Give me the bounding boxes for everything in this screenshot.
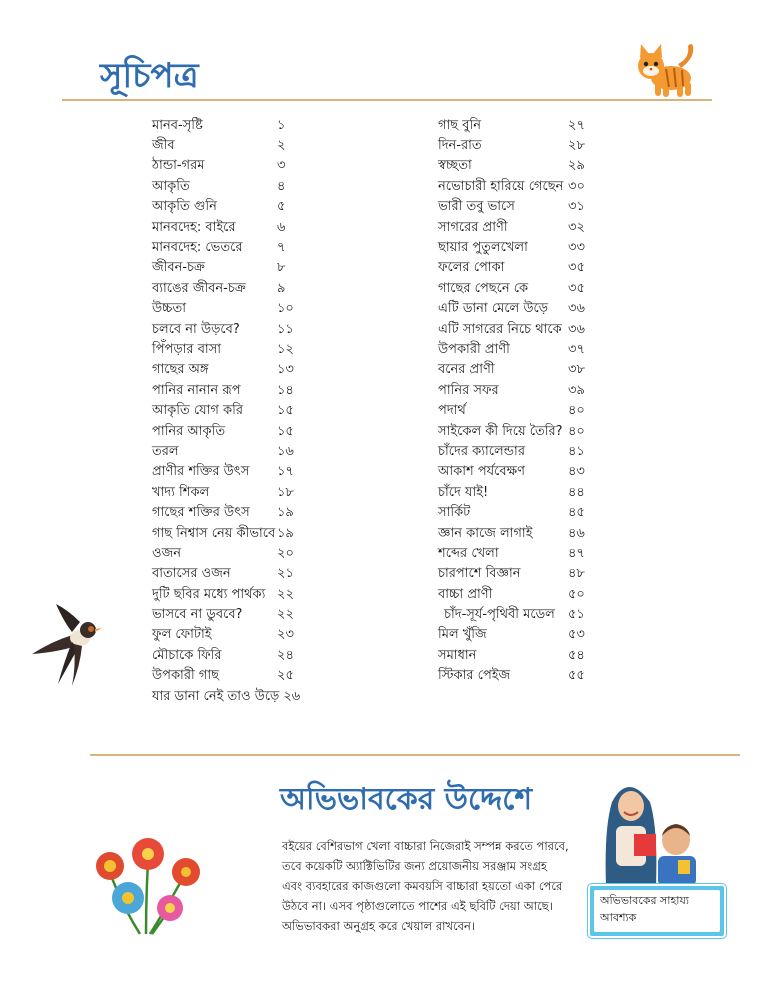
toc-entry-page: ৩১ [568, 199, 585, 215]
toc-entry [152, 503, 300, 523]
toc-entry-page: ৩ [277, 158, 286, 174]
toc-entry-page: ১৫ [277, 403, 294, 419]
toc-entry-page: ৪৬ [568, 525, 585, 541]
toc-entry-page: ৫৫ [568, 668, 585, 684]
toc-entry-page: ২ [277, 138, 286, 154]
toc-entry-page: ২৪ [277, 647, 294, 663]
toc-entry [438, 667, 585, 687]
toc-entry-page: ১৬ [277, 443, 294, 459]
toc-entry [152, 565, 300, 585]
toc-entry-page: ১৫ [277, 423, 294, 439]
toc-entry [438, 300, 585, 320]
toc-entry-title: ব্যাঙের জীবন-চক্র [152, 280, 246, 296]
toc-entry-title: গাছের পেছনে কে [438, 280, 529, 296]
toc-entry-title: দুটি ছবির মধ্যে পার্থক্য [152, 586, 266, 602]
toc-entry [438, 483, 585, 503]
toc-entry-title: গাছ বুনি [438, 117, 482, 133]
toc-entry-page: ৪৫ [568, 505, 585, 521]
toc-entry [152, 544, 300, 564]
toc-entry [438, 279, 585, 299]
toc-entry-title: বাচ্চা প্রাণী [438, 586, 493, 602]
toc-entry [152, 238, 300, 258]
toc-entry-title: ছায়ার পুতুলখেলা [438, 240, 528, 256]
toc-entry-title: সাইকেল কী দিয়ে তৈরি? [438, 423, 563, 439]
toc-entry [152, 483, 300, 503]
toc-entry-page: ৬ [277, 219, 286, 235]
toc-entry-page: ৩৫ [568, 260, 585, 276]
flowers-illustration-icon [90, 832, 205, 937]
toc-entry [438, 442, 585, 462]
toc-entry [438, 585, 585, 605]
toc-entry [152, 340, 300, 360]
toc-entry-title: আকাশ পর্যবেক্ষণ [438, 464, 526, 480]
toc-entry-page: ৫১ [568, 607, 585, 623]
toc-entry [152, 667, 300, 687]
toc-entry-title: চলবে না উড়বে? [152, 321, 240, 337]
toc-entry-title: চাঁদের ক্যালেন্ডার [438, 443, 525, 459]
toc-entry [438, 422, 585, 442]
toc-entry-page: ৩৬ [568, 301, 585, 317]
toc-entry-title: বনের প্রাণী [438, 362, 495, 378]
toc-entry-title: মৌচাকে ফিরি [152, 647, 222, 663]
toc-entry-title: আকৃতি যোগ করি [152, 403, 244, 419]
toc-entry [152, 279, 300, 299]
toc-entry [438, 116, 585, 136]
toc-entry-title: খাদ্য শিকল [152, 484, 210, 500]
toc-entry-title: চাঁদ-সূর্য-পৃথিবী মডেল [444, 607, 555, 623]
toc-entry-title: গাছ নিশ্বাস নেয় কীভাবে [152, 525, 276, 541]
toc-entry-title: উপকারী গাছ [152, 668, 219, 684]
toc-entry-title: গাছের শক্তির উৎস [152, 505, 250, 521]
toc-entry [438, 238, 585, 258]
toc-entry-page: ৪ [277, 178, 286, 194]
toc-entry-page: ১২ [277, 342, 294, 357]
toc-entry [438, 524, 585, 544]
toc-entry-title: ভাসবে না ডুববে? [152, 607, 243, 623]
toc-entry [438, 381, 585, 401]
toc-entry [152, 442, 300, 462]
toc-entry-page: ২২ [277, 607, 294, 623]
toc-entry [152, 136, 300, 156]
toc-entry-page: ১৯ [277, 505, 294, 521]
mother-child-illustration-icon [598, 768, 708, 888]
toc-entry-page: ৫৩ [568, 627, 585, 643]
toc-entry-title: মানব-সৃষ্টি [152, 117, 203, 133]
toc-entry [438, 136, 585, 156]
toc-entry [152, 361, 300, 381]
toc-entry [152, 300, 300, 320]
toc-entry-title: জীব [152, 138, 175, 154]
toc-entry-page: ৯ [277, 280, 286, 296]
toc-entry [152, 524, 300, 544]
title-divider [62, 99, 712, 101]
toc-entry-title: জীবন-চক্র [152, 260, 205, 276]
toc-entry-page: ৪৪ [568, 484, 585, 500]
toc-entry-page: ৪০ [568, 423, 585, 439]
parents-section-title: অভিভাবকের উদ্দেশে [280, 782, 533, 817]
toc-entry [438, 646, 585, 666]
toc-entry-title: ঠান্ডা-গরম [152, 158, 205, 174]
toc-entry-title: নভোচারী হারিয়ে গেছেন [438, 178, 564, 194]
toc-entry-page: ৫০ [568, 586, 585, 602]
toc-entry-page: ৩৬ [568, 321, 585, 337]
toc-entry [152, 687, 300, 707]
toc-entry-page: ২৫ [277, 668, 294, 684]
toc-entry [438, 340, 585, 360]
toc-entry-title: পানির আকৃতি [152, 423, 226, 439]
toc-entry-page: ২৬ [283, 688, 301, 704]
toc-entry-title: ফুল ফোটাই [152, 627, 212, 643]
toc-entry-page: ৪৭ [568, 545, 585, 561]
toc-entry-page: ২৮ [568, 138, 585, 154]
parents-note-line: তবে কয়েকটি অ্যাক্টিভিটির জন্য প্রয়োজনীয় সরঞ্জাম সংগ্রহ [282, 859, 547, 873]
page-title: সূচিপত্র [100, 56, 199, 96]
toc-entry-page: ৪৮ [568, 566, 585, 582]
toc-entry-title: চাঁদে যাই! [438, 484, 489, 500]
toc-entry-page: ৫ [277, 199, 286, 215]
parents-note-line: বইয়ের বেশিরভাগ খেলা বাচ্চারা নিজেরাই সম্পন্ন করতে পারবে, [282, 839, 569, 853]
toc-entry-page: ৭ [277, 240, 286, 256]
toc-entry [438, 401, 585, 421]
toc-entry-page: ১৭ [277, 464, 294, 480]
toc-entry-title: গাছের অঙ্গ [152, 362, 209, 378]
parent-help-badge [588, 884, 726, 938]
toc-entry-title: বাতাসের ওজন [152, 566, 231, 582]
toc-entry [152, 198, 300, 218]
toc-right-column [438, 116, 585, 687]
toc-entry-title: মানবদেহ: বাইরে [152, 219, 236, 235]
parents-note-line: উঠবে না। এসব পৃষ্ঠাগুলোতে পাশের এই ছবিটি দেয়া আছে। [282, 899, 553, 913]
toc-entry-title: পিঁপড়ার বাসা [152, 342, 222, 357]
toc-left-column [152, 116, 300, 707]
toc-entry-page: ৪০ [568, 403, 585, 419]
toc-entry-title: মানবদেহ: ভেতরে [152, 240, 243, 256]
toc-entry-page: ১ [277, 117, 286, 133]
toc-entry [438, 361, 585, 381]
toc-entry-page: ২২ [277, 586, 294, 602]
toc-entry [152, 422, 300, 442]
toc-entry-title: পানির নানান রূপ [152, 382, 241, 398]
cat-illustration-icon [633, 40, 701, 100]
toc-entry-title: উপকারী প্রাণী [438, 342, 510, 357]
parents-note-line: এবং ব্যবহারের কাজগুলো কমবয়সি বাচ্চারা হয়তো একা পেরে [282, 879, 563, 893]
toc-entry [152, 259, 300, 279]
toc-entry-title: জ্ঞান কাজে লাগাই [438, 525, 533, 541]
toc-entry-title: চারপাশে বিজ্ঞান [438, 566, 521, 582]
swallow-bird-illustration-icon [28, 600, 108, 690]
toc-entry-page: ৪৩ [568, 464, 585, 480]
section-divider [90, 754, 740, 756]
toc-entry-title: যার ডানা নেই তাও উড়ে [152, 688, 280, 704]
parent-help-badge-inner [594, 890, 720, 932]
toc-entry-page: ৮ [277, 260, 286, 276]
toc-entry-page: ১৯ [277, 525, 294, 541]
toc-entry [438, 218, 585, 238]
toc-entry-title: মিল খুঁজি [438, 627, 487, 643]
toc-entry [438, 259, 585, 279]
toc-entry [152, 626, 300, 646]
toc-entry-title: শব্দের খেলা [438, 545, 499, 561]
toc-entry [438, 320, 585, 340]
parent-help-badge-line: আবশ্যক [600, 911, 637, 924]
toc-entry-title: ওজন [152, 545, 181, 561]
toc-entry [152, 463, 300, 483]
toc-entry-title: দিন-রাত [438, 138, 482, 154]
toc-entry-page: ১৮ [277, 484, 294, 500]
toc-entry-title: আকৃতি গুনি [152, 199, 217, 215]
toc-entry-title: সাগরের প্রাণী [438, 219, 508, 235]
toc-entry-page: ৩৮ [568, 362, 585, 378]
toc-entry-title: সার্কিট [438, 505, 471, 521]
toc-entry-page: ৩০ [568, 178, 585, 194]
toc-entry [438, 198, 585, 218]
parent-help-badge-line: অভিভাবকের সাহায্য [600, 894, 689, 907]
toc-entry-page: ২৩ [277, 627, 294, 643]
toc-entry [152, 116, 300, 136]
toc-entry [152, 646, 300, 666]
toc-entry [152, 320, 300, 340]
toc-entry-title: তরল [152, 443, 179, 459]
toc-entry-title: এটি সাগরের নিচে থাকে [438, 321, 562, 337]
toc-entry [152, 401, 300, 421]
toc-entry [438, 503, 585, 523]
toc-entry-page: ২৯ [568, 158, 585, 174]
parents-note [282, 836, 592, 936]
toc-entry [438, 544, 585, 564]
toc-entry [438, 565, 585, 585]
toc-entry-title: পদার্থ [438, 403, 466, 419]
toc-entry [438, 157, 585, 177]
toc-entry-page: ২৭ [568, 117, 585, 133]
toc-entry [438, 177, 585, 197]
toc-entry-page: ৪১ [568, 443, 585, 459]
toc-entry [438, 626, 585, 646]
toc-entry-page: ৩২ [568, 219, 585, 235]
toc-entry-page: ১১ [277, 321, 294, 337]
toc-entry [152, 381, 300, 401]
toc-entry-page: ১০ [277, 301, 294, 317]
toc-entry-title: স্বচ্ছতা [438, 158, 472, 174]
toc-entry [152, 177, 300, 197]
toc-entry [152, 605, 300, 625]
toc-entry [438, 463, 585, 483]
toc-entry-title: ফলের পোকা [438, 260, 505, 276]
toc-entry-title: পানির সফর [438, 382, 499, 398]
toc-entry-title: প্রাণীর শক্তির উৎস [152, 464, 250, 480]
toc-entry [152, 157, 300, 177]
toc-entry-page: ১৩ [277, 362, 294, 378]
toc-entry-page: ২০ [277, 545, 294, 561]
toc-entry-page: ১৪ [277, 382, 294, 398]
toc-entry-page: ৩৫ [568, 280, 585, 296]
toc-entry-page: ৩৭ [568, 342, 585, 357]
toc-entry [152, 218, 300, 238]
toc-entry-title: এটি ডানা মেলে উড়ে [438, 301, 548, 317]
toc-entry-title: আকৃতি [152, 178, 190, 194]
toc-entry-title: সমাধান [438, 647, 477, 663]
toc-entry-page: ২১ [277, 566, 294, 582]
toc-entry-page: ৫৪ [568, 647, 585, 663]
toc-entry-page: ৩৩ [568, 240, 585, 256]
toc-entry-title: স্টিকার পেইজ [438, 668, 511, 684]
toc-entry [152, 585, 300, 605]
parents-note-line: অভিভাবকরা অনুগ্রহ করে খেয়াল রাখবেন। [282, 919, 476, 933]
toc-entry [438, 605, 585, 625]
toc-entry-title: ভারী তবু ভাসে [438, 199, 515, 215]
toc-entry-title: উচ্চতা [152, 301, 187, 317]
toc-entry-page: ৩৯ [568, 382, 585, 398]
